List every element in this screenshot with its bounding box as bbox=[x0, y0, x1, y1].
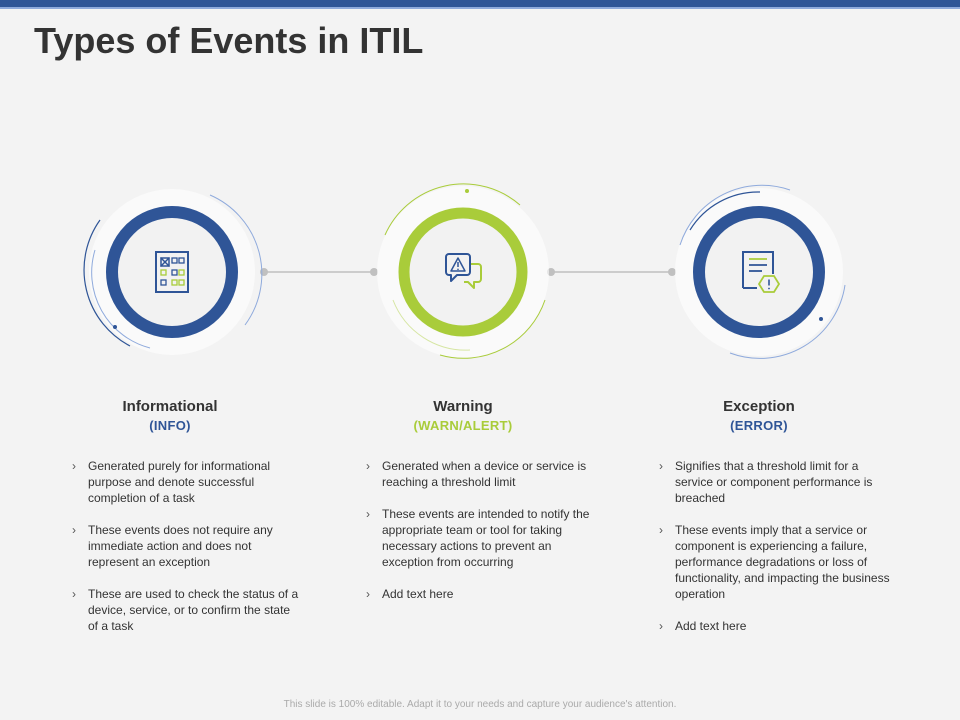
warning-heading-block bbox=[343, 398, 583, 433]
connector-left bbox=[260, 268, 378, 276]
chevron-right-icon: › bbox=[366, 459, 370, 473]
info-subheading: (INFO) bbox=[149, 418, 191, 433]
list-item: › These events are intended to notify the appropriate team or tool for taking necessary actions to prevent an exception from occurring bbox=[366, 507, 590, 569]
list-item: › These events does not require any immediate action and does not represent an exception bbox=[72, 523, 273, 569]
chevron-right-icon: › bbox=[659, 619, 663, 633]
slide-title: Types of Events in ITIL bbox=[34, 20, 424, 61]
list-item: › These are used to check the status of a device, service, or to confirm the state of a task bbox=[72, 587, 299, 633]
list-item: › Add text here bbox=[366, 587, 454, 601]
warning-subheading: (WARN/ALERT) bbox=[413, 418, 513, 433]
chevron-right-icon: › bbox=[72, 459, 76, 473]
info-bullets bbox=[72, 458, 302, 650]
exception-heading-block bbox=[639, 398, 879, 433]
info-heading-block bbox=[50, 398, 290, 433]
info-heading: Informational bbox=[122, 398, 218, 415]
chevron-right-icon: › bbox=[659, 523, 663, 537]
list-item: › Generated when a device or service is reaching a threshold limit bbox=[366, 459, 587, 489]
warning-bullets bbox=[366, 458, 598, 618]
info-circle bbox=[84, 189, 262, 355]
chevron-right-icon: › bbox=[366, 507, 370, 521]
exception-subheading: (ERROR) bbox=[730, 418, 788, 433]
list-item: › Generated purely for informational purpose and denote successful completion of a task bbox=[72, 459, 271, 505]
footer-note: This slide is 100% editable. Adapt it to your needs and capture your audience's attention. bbox=[283, 699, 677, 710]
warning-heading: Warning bbox=[433, 398, 493, 415]
list-item: › Add text here bbox=[659, 619, 747, 633]
list-item: › These events imply that a service or component is experiencing a failure, performance degradations or loss of functionality, and impacting the business operation bbox=[659, 523, 890, 601]
exception-heading: Exception bbox=[723, 398, 795, 415]
chevron-right-icon: › bbox=[72, 587, 76, 601]
chevron-right-icon: › bbox=[659, 459, 663, 473]
chevron-right-icon: › bbox=[72, 523, 76, 537]
list-item: › Signifies that a threshold limit for a service or component performance is breached bbox=[659, 459, 873, 505]
chevron-right-icon: › bbox=[366, 587, 370, 601]
connector-right bbox=[547, 268, 676, 276]
exception-bullets bbox=[659, 458, 891, 650]
